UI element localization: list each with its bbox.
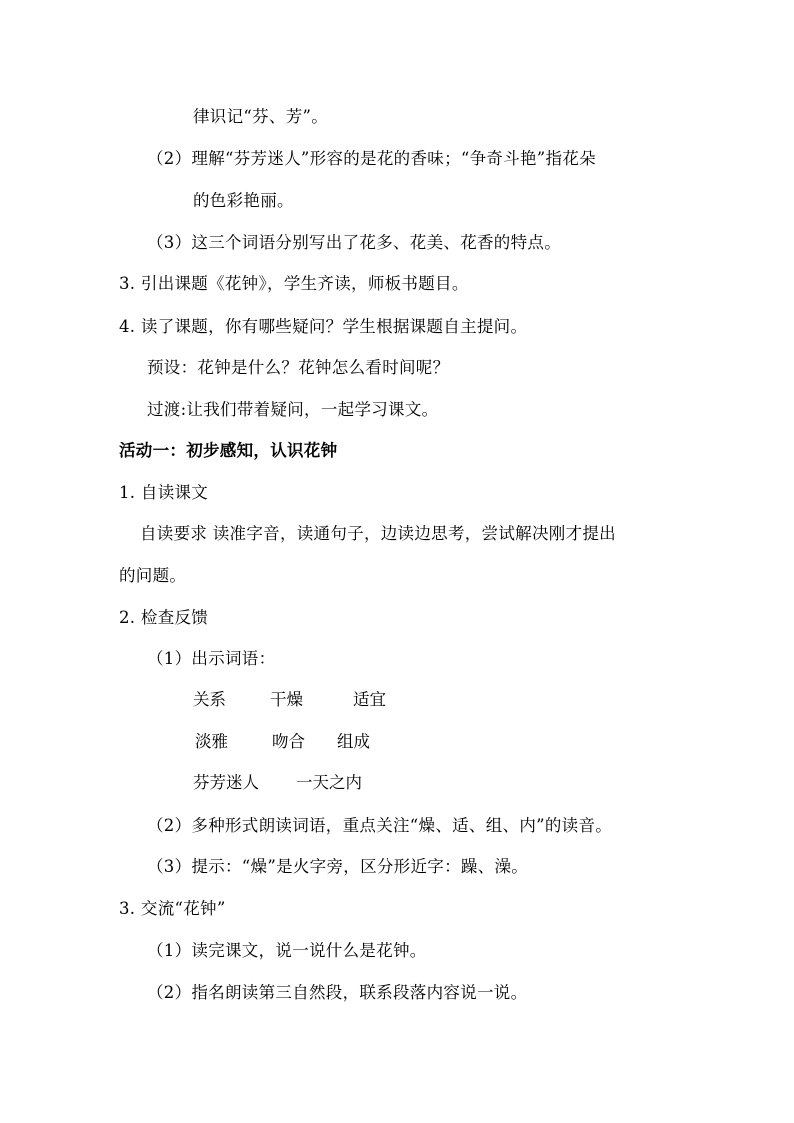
text-line: 预设：花钟是什么？花钟怎么看时间呢？: [147, 358, 450, 377]
vocab-word: 淡雅: [195, 732, 228, 751]
text-line: （2）指名朗读第三自然段，联系段落内容说一说。: [147, 983, 528, 1002]
text-line: 的问题。: [119, 566, 187, 585]
text-line: 4. 读了课题，你有哪些疑问？学生根据课题自主提问。: [119, 317, 528, 336]
vocab-word: 关系: [193, 690, 226, 709]
text-line: 2. 检查反馈: [119, 608, 209, 627]
text-line: （3）这三个词语分别写出了花多、花美、花香的特点。: [147, 233, 561, 252]
text-line: （3）提示：“燥”是火字旁，区分形近字：躁、澡。: [147, 857, 529, 876]
text-line: 3. 交流“花钟”: [119, 899, 226, 918]
text-line: （1）出示词语：: [147, 649, 276, 668]
vocab-word: 适宜: [353, 690, 386, 709]
text-line: （2）多种形式朗读词语，重点关注“燥、适、组、内”的读音。: [147, 816, 613, 835]
vocab-word: 吻合: [272, 732, 305, 751]
text-line: （1）读完课文，说一说什么是花钟。: [147, 941, 427, 960]
text-line: （2）理解“芬芳迷人”形容的是花的香味；“争奇斗艳”指花朵: [147, 149, 596, 168]
vocab-word: 一天之内: [296, 773, 362, 792]
section-heading: 活动一：初步感知，认识花钟: [119, 441, 338, 460]
text-line: 的色彩艳丽。: [193, 191, 294, 210]
vocab-word: 组成: [337, 732, 370, 751]
text-line: 律识记“芬、芳”。: [193, 107, 329, 126]
text-line: 3. 引出课题《花钟》，学生齐读，师板书题目。: [119, 274, 469, 293]
text-line: 过渡:让我们带着疑问，一起学习课文。: [147, 400, 439, 419]
text-line: 1. 自读课文: [119, 483, 209, 502]
text-line: 自读要求 读准字音，读通句子，边读边思考，尝试解决刚才提出: [140, 524, 616, 543]
vocab-word: 芬芳迷人: [193, 773, 259, 792]
vocab-word: 干燥: [270, 690, 303, 709]
